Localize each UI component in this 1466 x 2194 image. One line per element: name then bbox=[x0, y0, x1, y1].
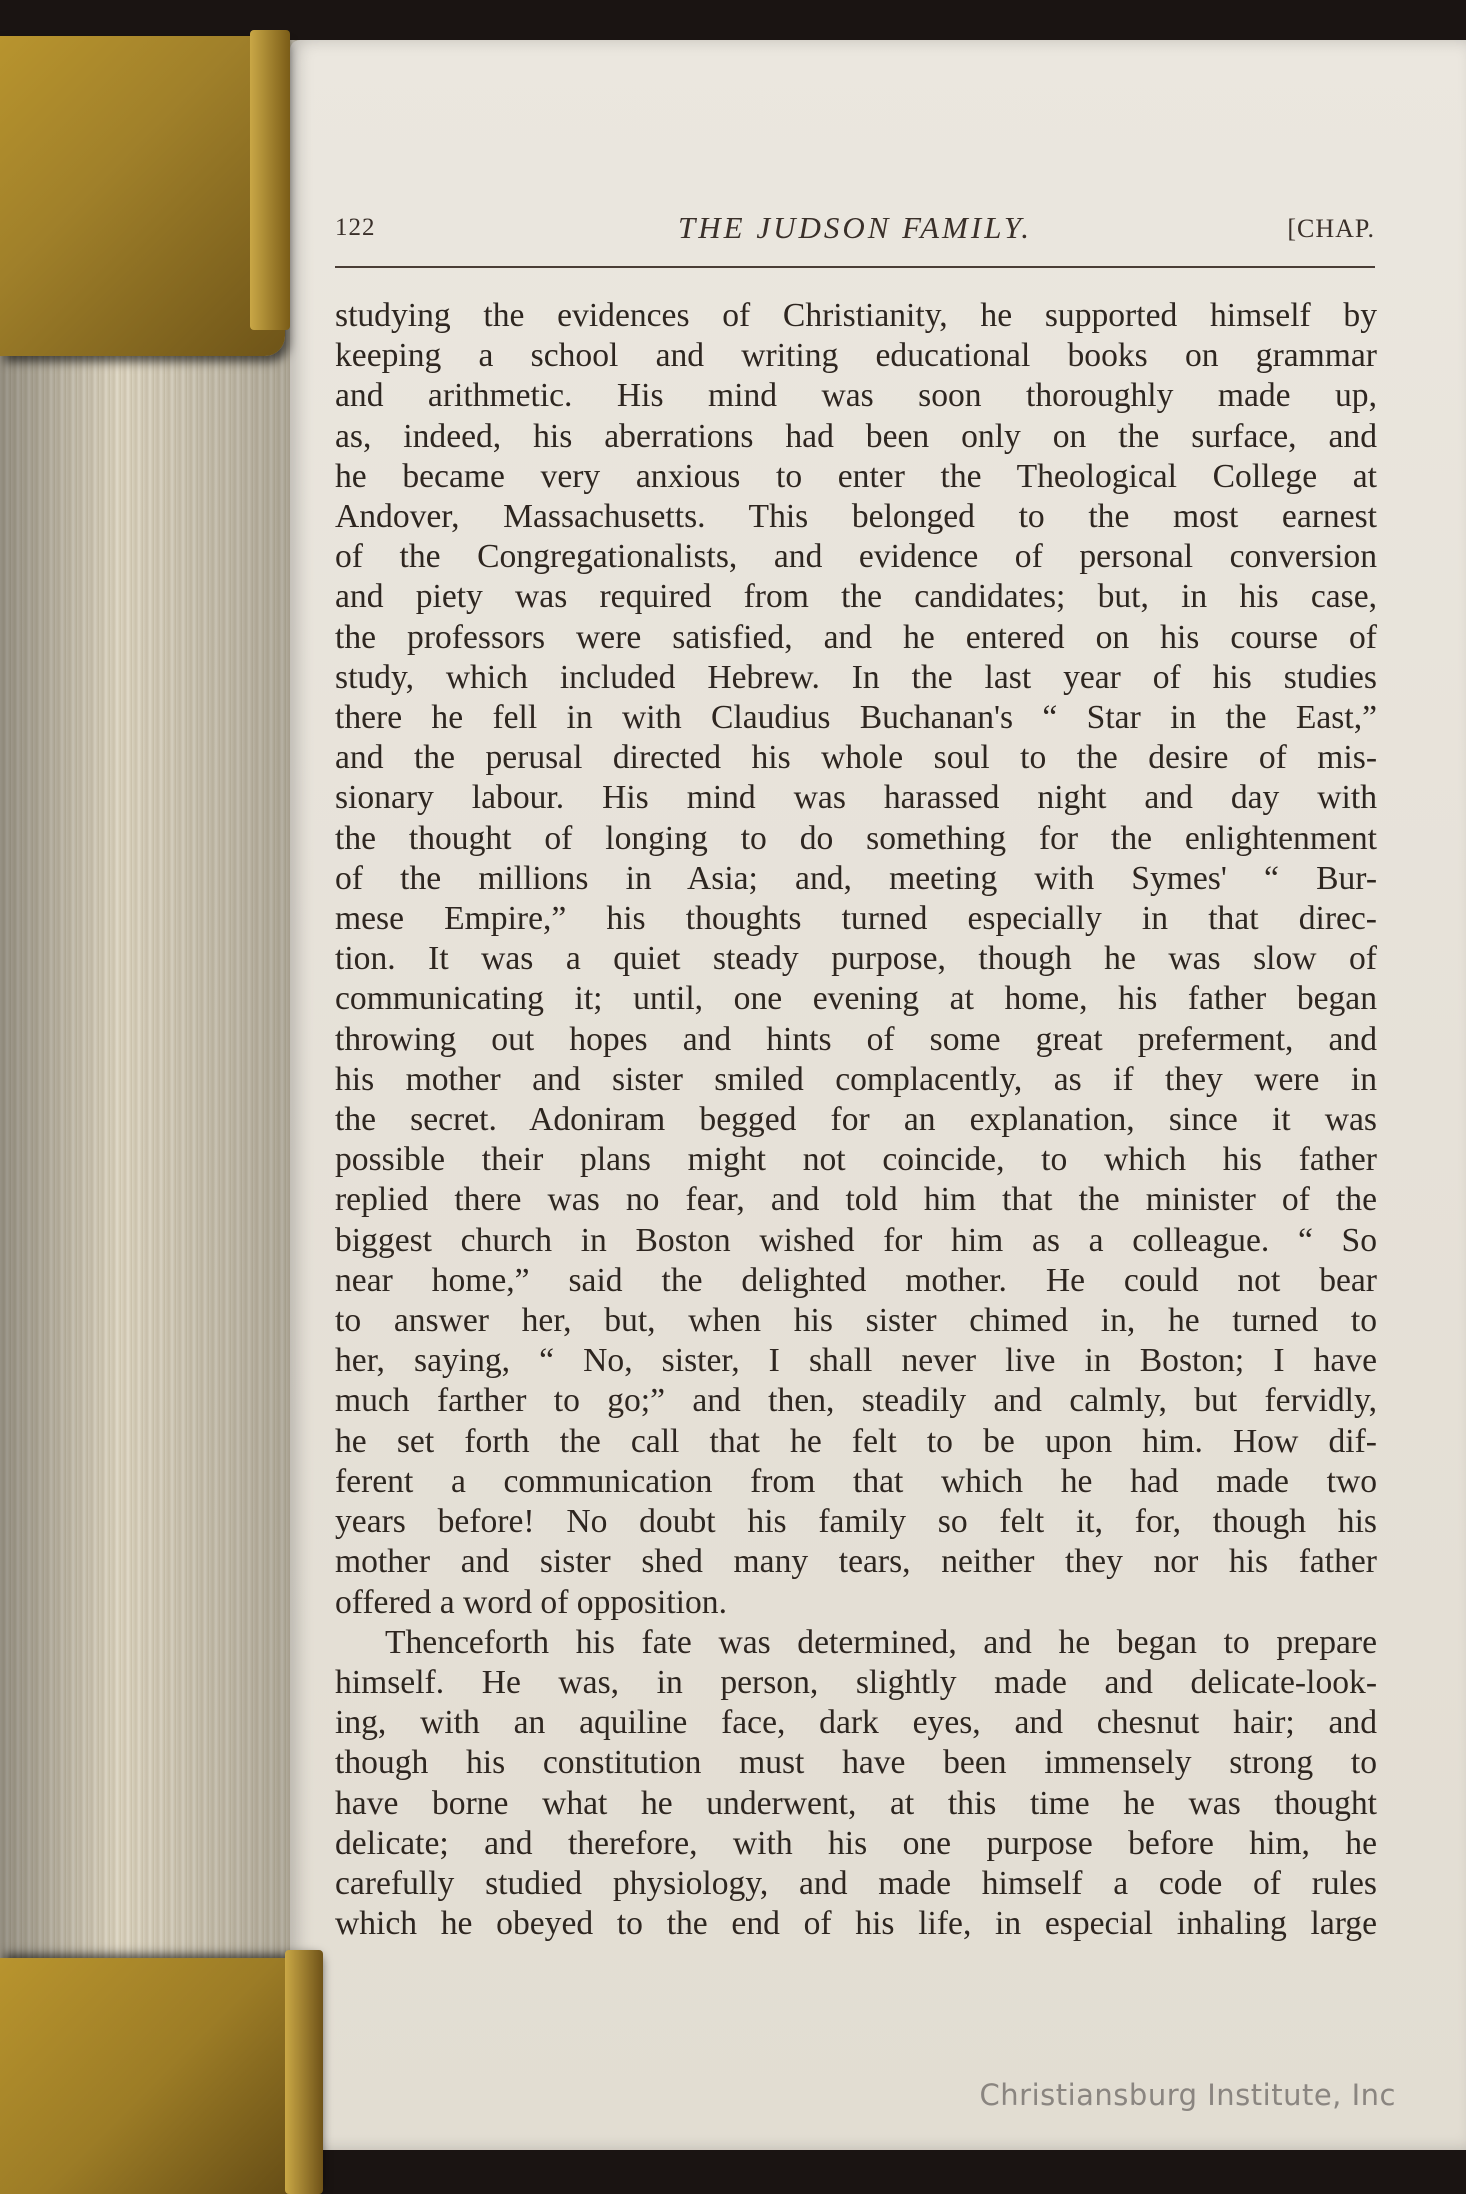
text-line: biggest church in Boston wished for him as a colleague. “ So bbox=[335, 1221, 1377, 1259]
text-line: near home,” said the delighted mother. He could not bear bbox=[335, 1261, 1377, 1299]
text-line: tion. It was a quiet steady purpose, though he was slow of bbox=[335, 940, 1377, 978]
text-line: and piety was required from the candidates; but, in his case, bbox=[335, 578, 1377, 616]
text-line: of the Congregationalists, and evidence of personal conversion bbox=[335, 538, 1377, 576]
text-line: carefully studied physiology, and made himself a code of rules bbox=[335, 1864, 1377, 1902]
text-line: possible their plans might not coincide, to which his father bbox=[335, 1141, 1377, 1179]
header-rule bbox=[335, 266, 1375, 268]
brass-clip-bottom-edge bbox=[285, 1950, 323, 2194]
page-header bbox=[335, 210, 1375, 260]
text-line: have borne what he underwent, at this time he was thought bbox=[335, 1784, 1377, 1822]
running-title: THE JUDSON FAMILY. bbox=[678, 210, 1032, 245]
text-line: keeping a school and writing educational books on grammar bbox=[335, 337, 1377, 375]
text-line: which he obeyed to the end of his life, in especial inhaling large bbox=[335, 1905, 1377, 1943]
page-edges-shadow bbox=[0, 40, 300, 2194]
text-line: ing, with an aquiline face, dark eyes, and chesnut hair; and bbox=[335, 1704, 1377, 1742]
brass-clip-top bbox=[0, 36, 285, 356]
text-line: the thought of longing to do something for the enlightenment bbox=[335, 819, 1377, 857]
paragraph bbox=[335, 296, 1377, 1623]
text-line: himself. He was, in person, slightly made and delicate-look- bbox=[335, 1663, 1377, 1701]
text-line: and arithmetic. His mind was soon thoroughly made up, bbox=[335, 377, 1377, 415]
text-line: there he fell in with Claudius Buchanan's “ Star in the East,” bbox=[335, 699, 1377, 737]
page-number: 122 bbox=[335, 214, 376, 241]
text-line: to answer her, but, when his sister chimed in, he turned to bbox=[335, 1302, 1377, 1340]
text-line: communicating it; until, one evening at home, his father began bbox=[335, 980, 1377, 1018]
text-line: the secret. Adoniram begged for an explanation, since it was bbox=[335, 1101, 1377, 1139]
watermark: Christiansburg Institute, Inc bbox=[979, 2078, 1396, 2112]
text-line: the professors were satisfied, and he entered on his course of bbox=[335, 618, 1377, 656]
text-line: replied there was no fear, and told him that the minister of the bbox=[335, 1181, 1377, 1219]
text-line: mother and sister shed many tears, neither they nor his father bbox=[335, 1543, 1377, 1581]
brass-clip-top-edge bbox=[250, 30, 290, 330]
text-line: his mother and sister smiled complacently, as if they were in bbox=[335, 1060, 1377, 1098]
text-line: years before! No doubt his family so felt it, for, though his bbox=[335, 1503, 1377, 1541]
text-line: he became very anxious to enter the Theological College at bbox=[335, 457, 1377, 495]
text-line: sionary labour. His mind was harassed night and day with bbox=[335, 779, 1377, 817]
text-line: studying the evidences of Christianity, he supported himself by bbox=[335, 297, 1377, 334]
text-line: throwing out hopes and hints of some great preferment, and bbox=[335, 1020, 1377, 1058]
text-line: and the perusal directed his whole soul to the desire of mis- bbox=[335, 739, 1377, 777]
brass-clip-bottom bbox=[0, 1958, 318, 2194]
text-line: he set forth the call that he felt to be upon him. How dif- bbox=[335, 1422, 1377, 1460]
text-line: delicate; and therefore, with his one purpose before him, he bbox=[335, 1824, 1377, 1862]
body-text bbox=[335, 296, 1377, 1944]
chapter-ref: [CHAP. bbox=[1287, 214, 1375, 243]
text-line: Andover, Massachusetts. This belonged to the most earnest bbox=[335, 498, 1377, 536]
text-line: study, which included Hebrew. In the last year of his studies bbox=[335, 658, 1377, 696]
text-line: Thenceforth his fate was determined, and he began to prepare bbox=[385, 1623, 1377, 1661]
text-line: offered a word of opposition. bbox=[335, 1583, 727, 1621]
text-line: as, indeed, his aberrations had been only on the surface, and bbox=[335, 417, 1377, 455]
text-line: of the millions in Asia; and, meeting with Symes' “ Bur- bbox=[335, 859, 1377, 897]
text-line: her, saying, “ No, sister, I shall never live in Boston; I have bbox=[335, 1342, 1377, 1380]
text-line: much farther to go;” and then, steadily and calmly, but fervidly, bbox=[335, 1382, 1377, 1420]
text-line: mese Empire,” his thoughts turned especially in that direc- bbox=[335, 900, 1377, 938]
paragraph bbox=[335, 1623, 1377, 1945]
text-line: ferent a communication from that which he had made two bbox=[335, 1462, 1377, 1500]
text-line: though his constitution must have been immensely strong to bbox=[335, 1744, 1377, 1782]
